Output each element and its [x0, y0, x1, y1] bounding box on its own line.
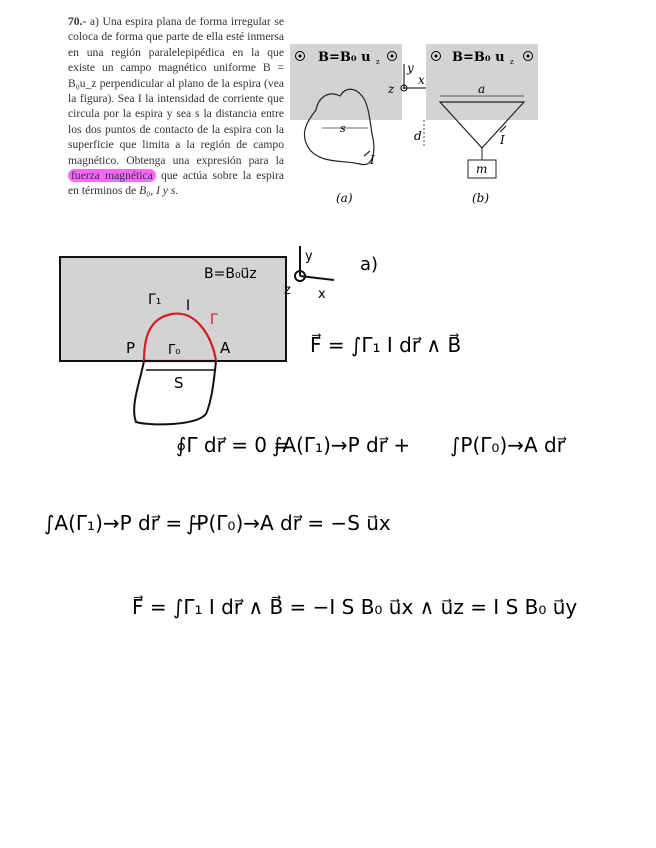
hw-eq2-mid: ∫A(Γ₁)→P dr⃗ + [272, 433, 411, 457]
svg-text:a: a [478, 82, 486, 96]
problem-text-after: que actúa sobre la espira en términos de [68, 169, 284, 198]
svg-text:I: I [370, 153, 375, 167]
svg-text:y: y [305, 249, 313, 264]
hw-eq2-lhs: ∮Γ dr⃗ = 0 = [176, 433, 291, 457]
svg-text:Γ: Γ [210, 312, 218, 328]
svg-text:P: P [126, 339, 136, 357]
svg-text:x: x [418, 73, 425, 87]
hw-eq3-rhs: ∫P(Γ₀)→A dr⃗ = −S u⃗x [186, 511, 391, 535]
svg-text:z: z [284, 283, 291, 298]
caption-a: (a) [336, 191, 353, 205]
svg-text:S: S [174, 374, 184, 392]
hw-eq1: F⃗ = ∫Γ₁ I dr⃗ ∧ B⃗ [310, 333, 462, 357]
problem-figure [288, 38, 550, 218]
problem-statement [68, 14, 284, 199]
svg-text:I: I [500, 133, 505, 147]
problem-part: a) [86, 15, 103, 28]
svg-text:I: I [186, 298, 191, 314]
hw-part-label: a) [360, 254, 379, 275]
field-label-a: B=B₀ u [318, 50, 371, 65]
svg-text:z: z [388, 82, 395, 96]
hw-field-label: B=B₀u⃗z [204, 266, 257, 282]
problem-number: 70.- [68, 15, 87, 28]
svg-text:z: z [376, 58, 380, 66]
problem-text-end: B₀, I y s. [139, 184, 179, 198]
svg-text:z: z [510, 58, 514, 66]
svg-text:d: d [414, 129, 422, 143]
hw-eq2-rhs: ∫P(Γ₀)→A dr⃗ [450, 433, 565, 457]
handwritten-solution [0, 240, 656, 660]
hw-eq4: F⃗ = ∫Γ₁ I dr⃗ ∧ B⃗ = −I S B₀ u⃗x ∧ u⃗z = I S B₀ u⃗y [132, 595, 578, 619]
hw-eq3-lhs: ∫A(Γ₁)→P dr⃗ = − [44, 511, 206, 535]
highlighted-text: fuerza magnética [68, 169, 156, 182]
problem-text: Una espira plana de forma irregular se coloca de forma que parte de ella esté inmersa en una región paralelepipédica en la que existe un campo magnético uniforme B = B₀u_z perpendicular al plano de la espira (vea la figura). Sea I la intensidad de corriente que circula por la espira y sea s la distancia entre los dos puntos de contacto de la espira con la superficie que limita a la región de campo magnético. Obtenga una expresión para la [68, 15, 284, 167]
svg-text:x: x [318, 287, 326, 302]
field-label-b: B=B₀ u [452, 50, 505, 65]
svg-text:y: y [407, 61, 414, 75]
svg-text:s: s [340, 122, 346, 135]
svg-text:Γ₀: Γ₀ [168, 343, 181, 358]
caption-b: (b) [472, 191, 490, 205]
svg-text:m: m [476, 162, 488, 176]
svg-text:A: A [220, 339, 231, 357]
svg-text:Γ₁: Γ₁ [148, 292, 162, 308]
